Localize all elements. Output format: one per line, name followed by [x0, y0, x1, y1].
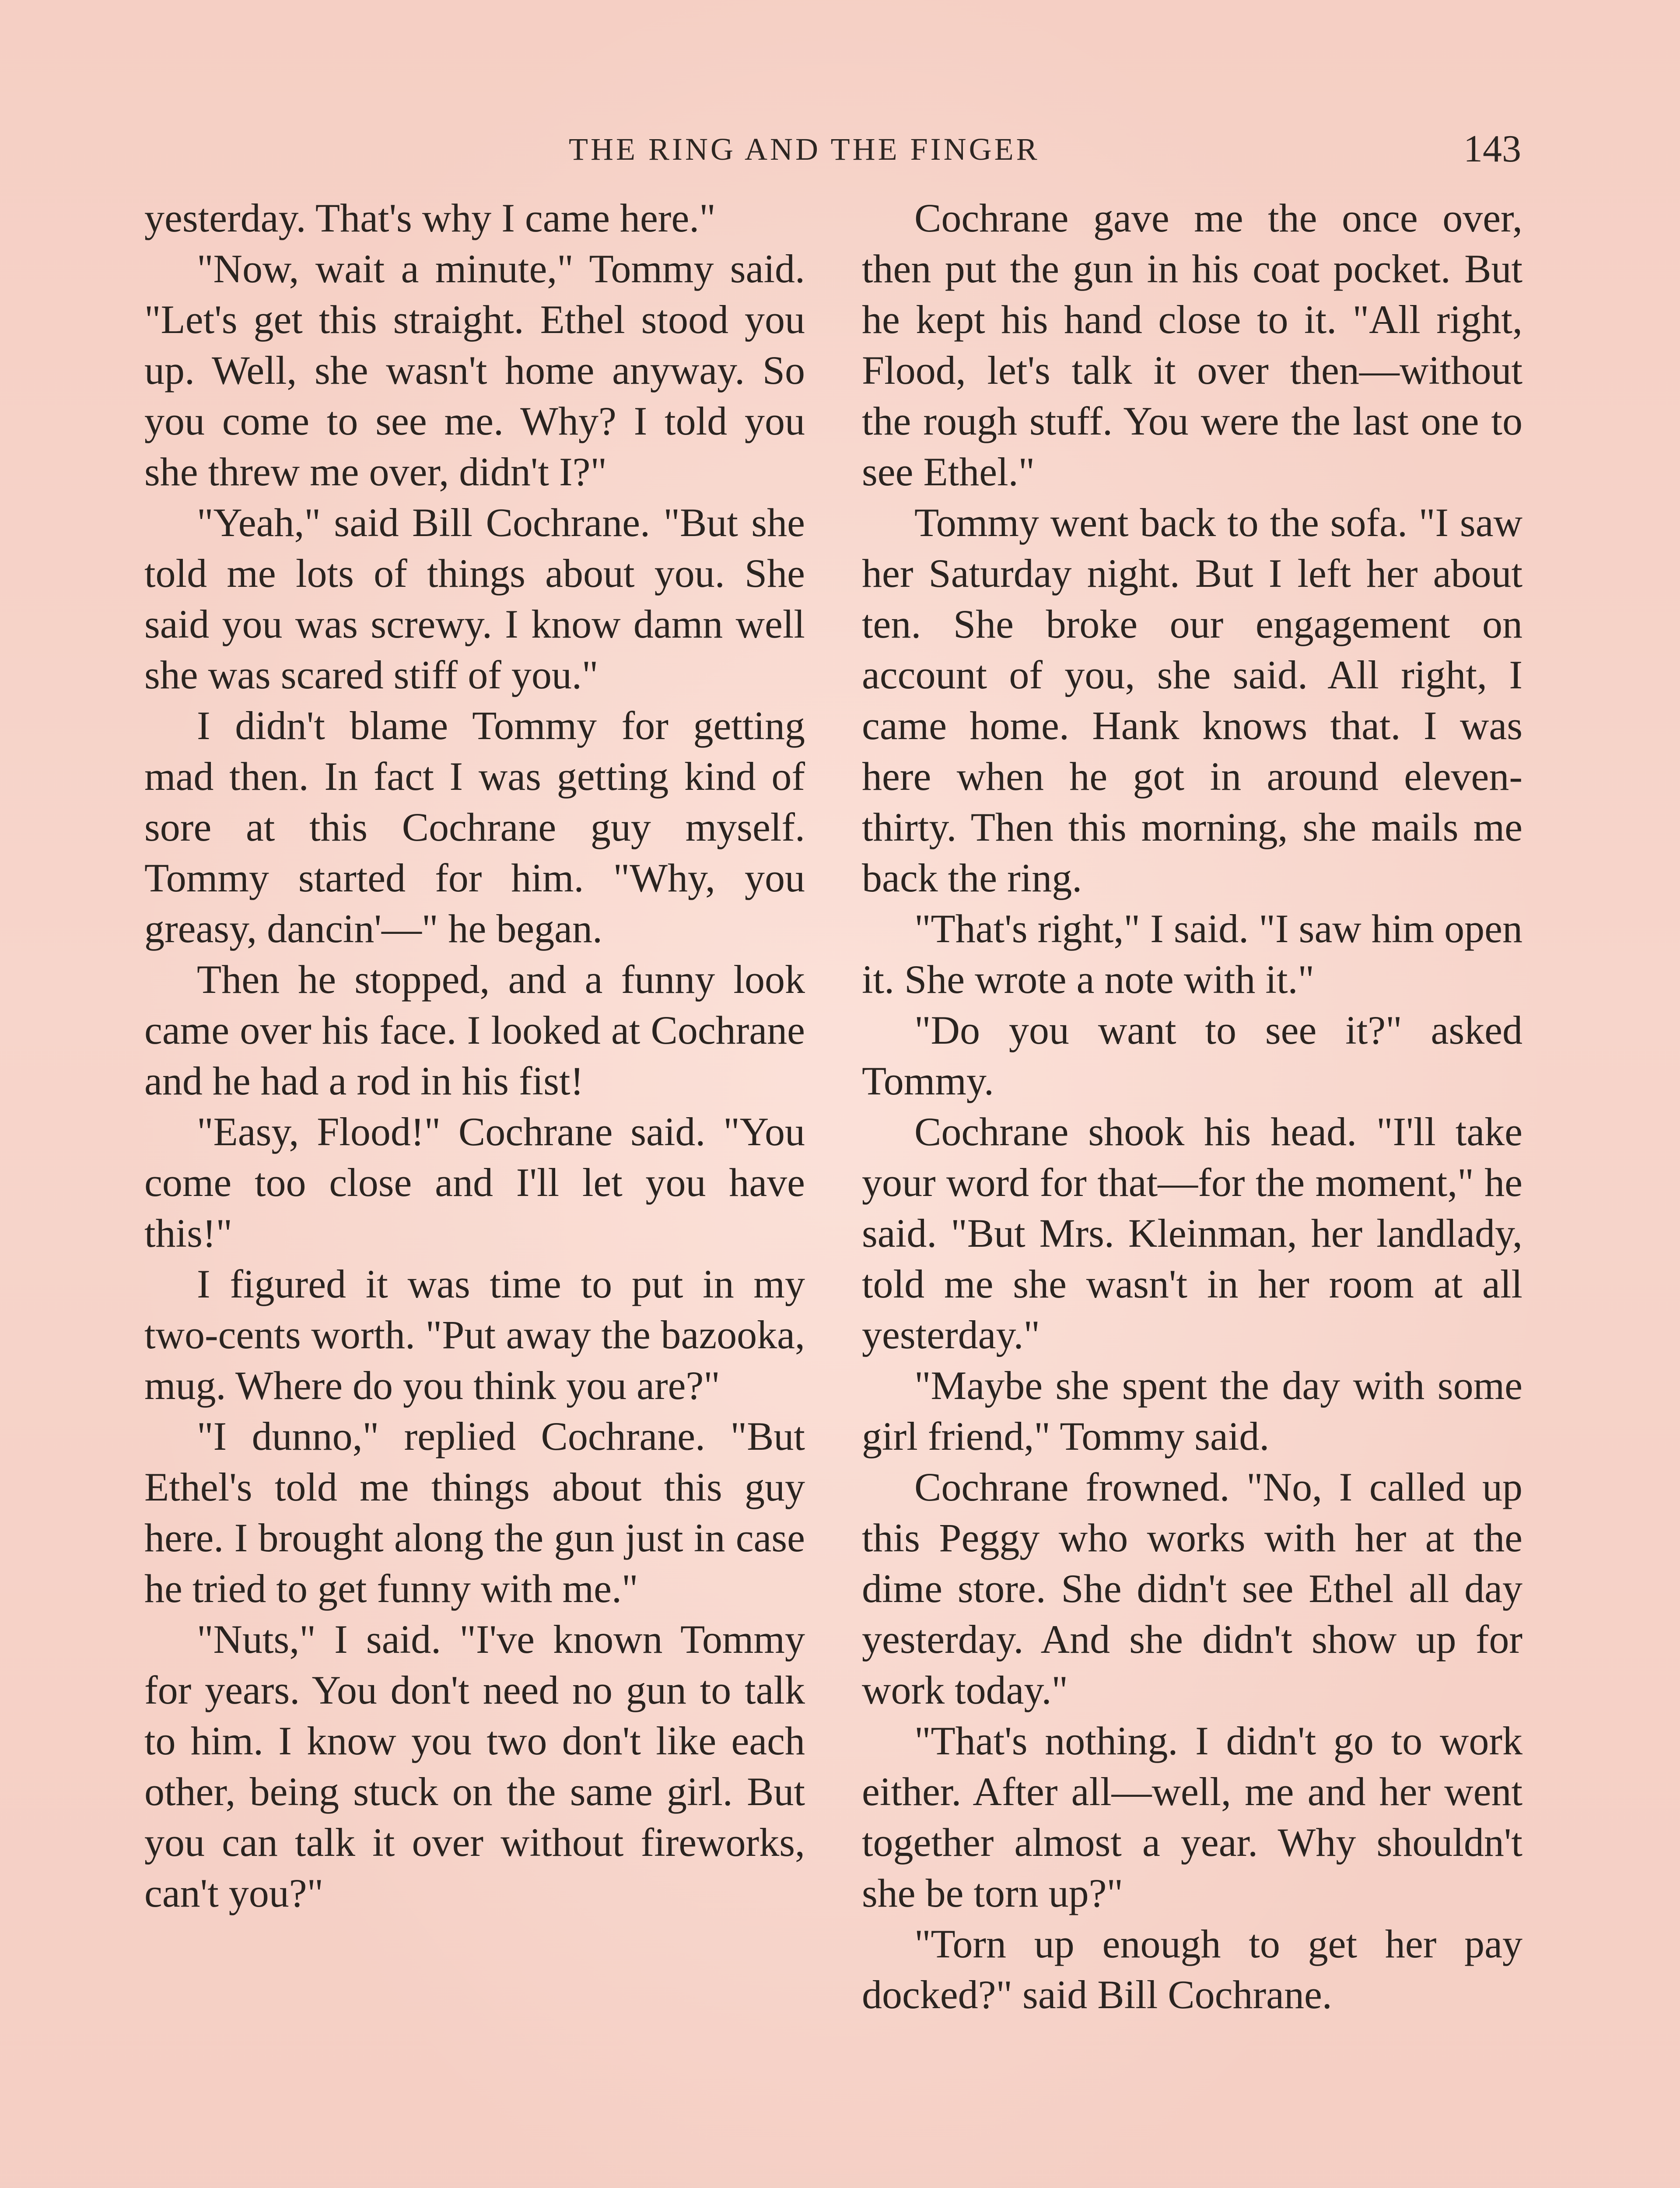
left-column [144, 193, 805, 1918]
running-head: THE RING AND THE FINGER [569, 132, 1040, 167]
paragraph: "Do you want to see it?" asked Tommy. [862, 1008, 1522, 1103]
paragraph: Cochrane gave me the once over, then put the gun in his coat pocket. But he kept his hand close to it. "All right, Flood, let's talk it over then—without the rough stuff. You were the last one to see Ethel." [862, 196, 1522, 494]
paragraph: "That's nothing. I didn't go to work either. After all—well, me and her went together almost a year. Why shouldn't she be torn up?" [862, 1718, 1522, 1915]
paragraph: "Easy, Flood!" Cochrane said. "You come too close and I'll let you have this!" [144, 1109, 805, 1255]
paragraph: "Torn up enough to get her pay docked?" said Bill Cochrane. [862, 1922, 1522, 2017]
paragraph: "I dunno," replied Cochrane. "But Ethel's told me things about this guy here. I brought along the gun just in case he tried to get funny with me." [144, 1414, 805, 1611]
paragraph: Then he stopped, and a funny look came over his face. I looked at Cochrane and he had a rod in his fist! [144, 957, 805, 1103]
paragraph: "Nuts," I said. "I've known Tommy for years. You don't need no gun to talk to him. I know you two don't like each other, being stuck on the same girl. But you can talk it over without fireworks, can't you?" [144, 1617, 805, 1915]
paragraph: Tommy went back to the sofa. "I saw her Saturday night. But I left her about ten. She broke our engagement on account of you, she said. All right, I came home. Hank knows that. I was here when he got in around eleven-thirty. Then this morning, she mails me back the ring. [862, 500, 1522, 900]
paragraph: Cochrane shook his head. "I'll take your word for that—for the moment," he said. "But Mrs. Kleinman, her landlady, told me she wasn't in her room at all yesterday." [862, 1109, 1522, 1357]
right-column [862, 193, 1522, 2020]
paragraph: "Maybe she spent the day with some girl friend," Tommy said. [862, 1363, 1522, 1459]
paragraph: "That's right," I said. "I saw him open it. She wrote a note with it." [862, 906, 1522, 1002]
paragraph: I didn't blame Tommy for getting mad then. In fact I was getting kind of sore at this Cochrane guy myself. Tommy started for him. "Why, you greasy, dancin'—" he began. [144, 703, 805, 951]
page-number: 143 [1463, 128, 1521, 170]
paragraph: "Now, wait a minute," Tommy said. "Let's get this straight. Ethel stood you up. Well, she wasn't home anyway. So you come to see me. Why? I told you she threw me over, didn't I?" [144, 246, 805, 494]
paragraph: "Yeah," said Bill Cochrane. "But she told me lots of things about you. She said you was screwy. I know damn well she was scared stiff of you." [144, 500, 805, 697]
paragraph: I figured it was time to put in my two-cents worth. "Put away the bazooka, mug. Where do you think you are?" [144, 1262, 805, 1408]
paragraph: yesterday. That's why I came here." [144, 196, 716, 240]
paragraph: Cochrane frowned. "No, I called up this Peggy who works with her at the dime store. She didn't see Ethel all day yesterday. And she didn't show up for work today." [862, 1465, 1522, 1712]
